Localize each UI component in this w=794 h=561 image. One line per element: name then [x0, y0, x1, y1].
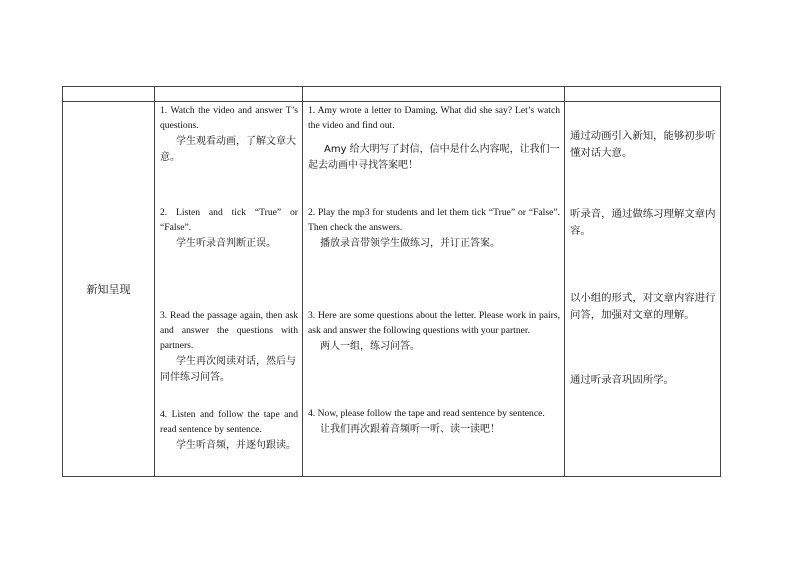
teacher-activity-en: 4. Now, please follow the tape and read sentence by sentence. — [308, 408, 545, 419]
header-cell — [565, 87, 721, 102]
teacher-activity-zh: 让我们再次跟着音频听一听、读一读吧！ — [320, 423, 500, 435]
student-activity-en: 2. Listen and tick “True” or “False”. — [160, 207, 298, 233]
teacher-activity-cell — [303, 102, 565, 477]
purpose-2: 听录音，通过做练习理解文章内容。 — [570, 208, 716, 238]
student-activity-zh: 学生再次阅读对话，然后与同伴练习问答。 — [160, 355, 296, 383]
student-activity-en: 3. Read the passage again, then ask and answer the questions with partners. — [160, 310, 298, 351]
student-activity-zh: 学生观看动画，了解文章大意。 — [160, 135, 296, 163]
header-cell — [303, 87, 565, 102]
teacher-activity-en: 2. Play the mp3 for students and let them tick “True” or “False”. Then check the answers. — [308, 207, 560, 233]
design-purpose-cell — [565, 102, 721, 477]
student-activity-4 — [160, 408, 298, 454]
teacher-activity-zh: 两人一组，练习问答。 — [320, 340, 420, 352]
purpose-3: 以小组的形式，对文章内容进行问答，加强对文章的理解。 — [570, 292, 716, 322]
teacher-activity-3 — [308, 309, 560, 355]
purpose-1: 通过动画引入新知，能够初步听懂对话大意。 — [570, 130, 716, 160]
purpose-4: 通过听录音巩固所学。 — [570, 374, 674, 386]
teacher-activity-en: 1. Amy wrote a letter to Daming. What did she say? Let’s watch the video and find out. — [308, 105, 560, 131]
teacher-activity-zh: 播放录音带领学生做练习，并订正答案。 — [320, 237, 500, 249]
teacher-activity-en: 3. Here are some questions about the letter. Please work in pairs, ask and answer the following questions with your partner. — [308, 310, 560, 336]
header-cell — [63, 87, 155, 102]
teacher-activity-2 — [308, 206, 560, 252]
lesson-plan-table — [62, 86, 721, 477]
header-cell — [155, 87, 303, 102]
student-activity-3 — [160, 309, 298, 386]
stage-label: 新知呈现 — [63, 102, 155, 477]
student-activity-en: 4. Listen and follow the tape and read sentence by sentence. — [160, 409, 298, 435]
teacher-activity-1 — [308, 104, 560, 174]
student-activity-cell — [155, 102, 303, 477]
student-activity-zh: 学生听录音判断正误。 — [176, 237, 276, 249]
student-activity-2 — [160, 206, 298, 252]
student-activity-zh: 学生听音频，并逐句跟读。 — [176, 439, 296, 451]
table-header-row — [63, 87, 721, 102]
student-activity-1 — [160, 104, 298, 166]
student-activity-en: 1. Watch the video and answer T’s questions. — [160, 105, 298, 131]
teacher-activity-zh: Amy 给大明写了封信，信中是什么内容呢，让我们一起去动画中寻找答案吧！ — [308, 143, 560, 171]
table-row — [63, 102, 721, 477]
teacher-activity-4 — [308, 407, 560, 438]
